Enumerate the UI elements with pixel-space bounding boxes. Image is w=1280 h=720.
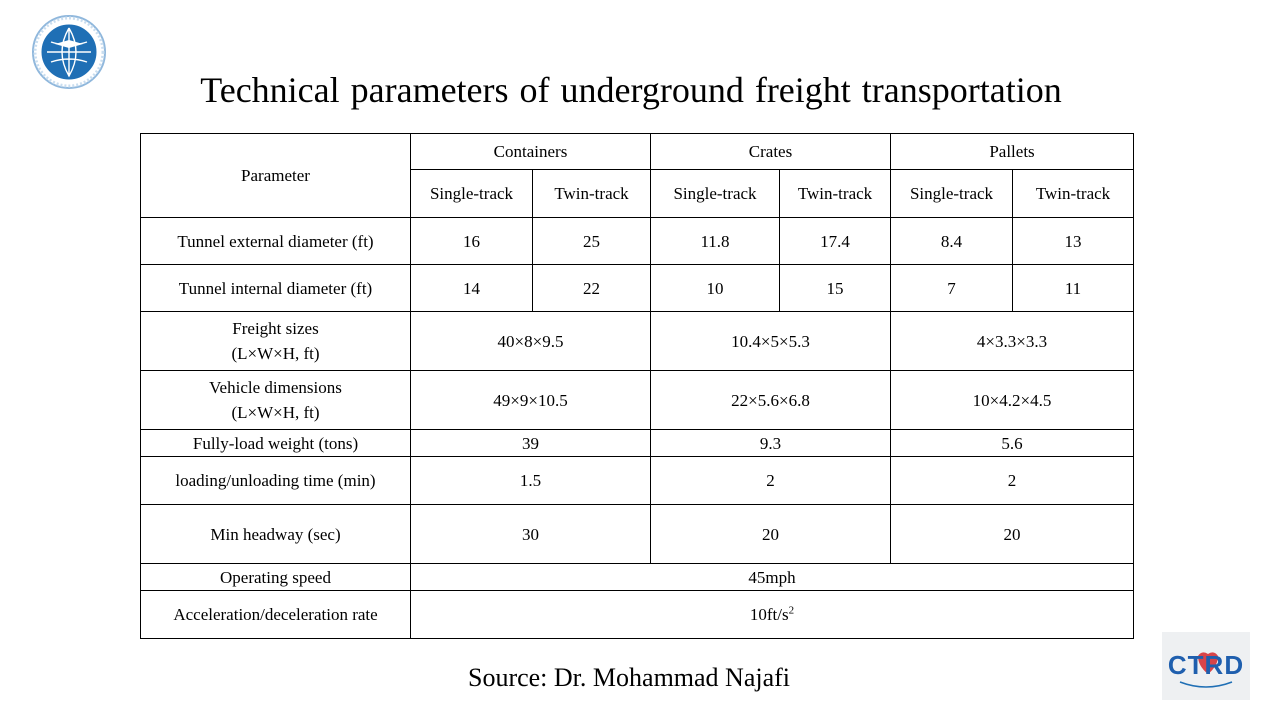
row-label: [141, 371, 411, 430]
table-cell: [411, 591, 1134, 639]
row-label-line: (L×W×H, ft): [231, 403, 320, 422]
table-row-vehicle-dimensions: [141, 371, 1134, 430]
ctrd-logo-text: CTRD: [1167, 650, 1245, 680]
table-cell: 9.3: [651, 430, 891, 457]
table-cell: 40×8×9.5: [411, 312, 651, 371]
table-cell: 17.4: [780, 218, 891, 265]
table-row-external-diameter: [141, 218, 1134, 265]
table-cell: 25: [533, 218, 651, 265]
subheader-cell: Twin-track: [533, 170, 651, 218]
subheader-cell: Single-track: [411, 170, 533, 218]
subheader-cell: Twin-track: [1013, 170, 1134, 218]
table-cell: 16: [411, 218, 533, 265]
subheader-cell: Single-track: [891, 170, 1013, 218]
parameter-header: Parameter: [141, 134, 411, 218]
table-row-headway: [141, 505, 1134, 564]
subheader-cell: Twin-track: [780, 170, 891, 218]
table-header-row: [141, 134, 1134, 170]
accel-value: 10ft/s: [749, 605, 789, 624]
table-cell: 2: [891, 457, 1134, 505]
accel-exponent: 2: [788, 604, 795, 617]
row-label: Min headway (sec): [141, 505, 411, 564]
table-row-loading-time: [141, 457, 1134, 505]
table-cell: 14: [411, 265, 533, 312]
table-cell: 4×3.3×3.3: [891, 312, 1134, 371]
row-label-line: Vehicle dimensions: [209, 378, 342, 397]
table-cell: 7: [891, 265, 1013, 312]
table-cell: 22×5.6×6.8: [651, 371, 891, 430]
table-row-acceleration: [141, 591, 1134, 639]
table-row-weight: [141, 430, 1134, 457]
table-cell: 10.4×5×5.3: [651, 312, 891, 371]
table-cell: 49×9×10.5: [411, 371, 651, 430]
table-cell: 20: [651, 505, 891, 564]
row-label: Acceleration/deceleration rate: [141, 591, 411, 639]
page-title: Technical parameters of underground freight transportation: [200, 70, 1062, 110]
row-label-line: Freight sizes: [232, 319, 319, 338]
ctrd-logo: [1162, 632, 1250, 700]
source-caption: Source: Dr. Mohammad Najafi: [467, 663, 791, 692]
row-label-line: (L×W×H, ft): [231, 344, 320, 363]
subheader-cell: Single-track: [651, 170, 780, 218]
table-cell: 11: [1013, 265, 1134, 312]
table-cell: 15: [780, 265, 891, 312]
table-cell: 39: [411, 430, 651, 457]
table-cell: 30: [411, 505, 651, 564]
row-label: Fully-load weight (tons): [141, 430, 411, 457]
group-header-crates: Crates: [651, 134, 891, 170]
table-cell: 20: [891, 505, 1134, 564]
table-cell: 13: [1013, 218, 1134, 265]
row-label: Tunnel external diameter (ft): [141, 218, 411, 265]
table-cell: 10×4.2×4.5: [891, 371, 1134, 430]
row-label: Operating speed: [141, 564, 411, 591]
table-row-internal-diameter: [141, 265, 1134, 312]
parameters-table: [140, 133, 1134, 639]
group-header-containers: Containers: [411, 134, 651, 170]
table-cell: 11.8: [651, 218, 780, 265]
table-cell: 45mph: [411, 564, 1134, 591]
table-cell: 2: [651, 457, 891, 505]
row-label: [141, 312, 411, 371]
table-cell: 1.5: [411, 457, 651, 505]
table-cell: 10: [651, 265, 780, 312]
table-cell: 22: [533, 265, 651, 312]
table-row-speed: [141, 564, 1134, 591]
table-cell: 8.4: [891, 218, 1013, 265]
group-header-pallets: Pallets: [891, 134, 1134, 170]
row-label: loading/unloading time (min): [141, 457, 411, 505]
row-label: Tunnel internal diameter (ft): [141, 265, 411, 312]
table-cell: 5.6: [891, 430, 1134, 457]
table-row-freight-sizes: [141, 312, 1134, 371]
